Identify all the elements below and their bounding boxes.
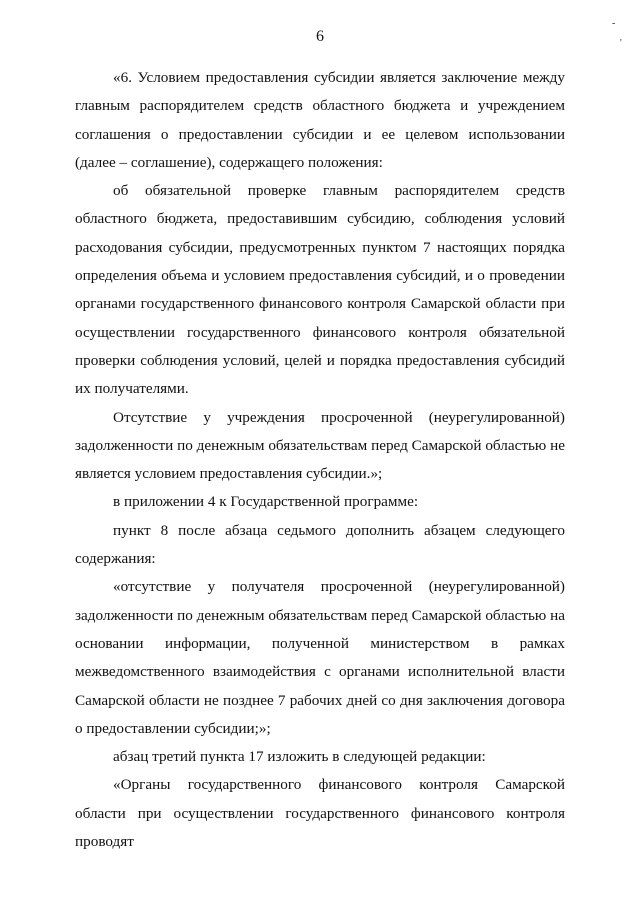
document-body xyxy=(75,64,565,856)
paragraph-subsidy-condition: «6. Условием предоставления субсидии является заключение между главным распорядителем средств областного бюджета и учреждением соглашения о предоставлении субсидии и ее целевом использовании (далее – соглашение), содержащего положения: xyxy=(75,69,565,171)
paragraph-no-debt: Отсутствие у учреждения просроченной (неурегулированной) задолженности по денежным обязательствам перед Самарской областью не является условием предоставления субсидии.»; xyxy=(75,408,565,483)
paragraph-appendix-4: в приложении 4 к Государственной программе: xyxy=(113,493,419,511)
corner-mark-side: ' xyxy=(620,38,622,49)
paragraph-absence-of-debt: «отсутствие у получателя просроченной (неурегулированной) задолженности по денежным обязательствам перед Самарской областью на основании информации, полученной министерством в рамках межведомственного взаимодействия с органами исполнительной власти Самарской области не позднее 7 рабочих дней со дня заключения договора о предоставлении субсидии;»; xyxy=(75,578,565,737)
page-number: 6 xyxy=(316,28,324,45)
paragraph-item-8: пункт 8 после абзаца седьмого дополнить абзацем следующего содержания: xyxy=(75,521,565,568)
paragraph-mandatory-check: об обязательной проверке главным распорядителем средств областного бюджета, предоставившим субсидию, соблюдения условий расходования субсидии, предусмотренных пунктом 7 настоящих порядка определения объема и условием предоставления субсидий, и о проведении органами государственного финансового контроля Самарской области при осуществлении государственного финансового контроля обязательной проверки соблюдения условий, целей и порядка предоставления субсидий их получателями. xyxy=(75,182,565,398)
paragraph-control-bodies: «Органы государственного финансового контроля Самарской области при осуществлении государственного финансового контроля проводят xyxy=(75,776,565,851)
paragraph-item-17: абзац третий пункта 17 изложить в следующей редакции: xyxy=(113,748,486,766)
corner-mark-top: - xyxy=(612,18,616,29)
